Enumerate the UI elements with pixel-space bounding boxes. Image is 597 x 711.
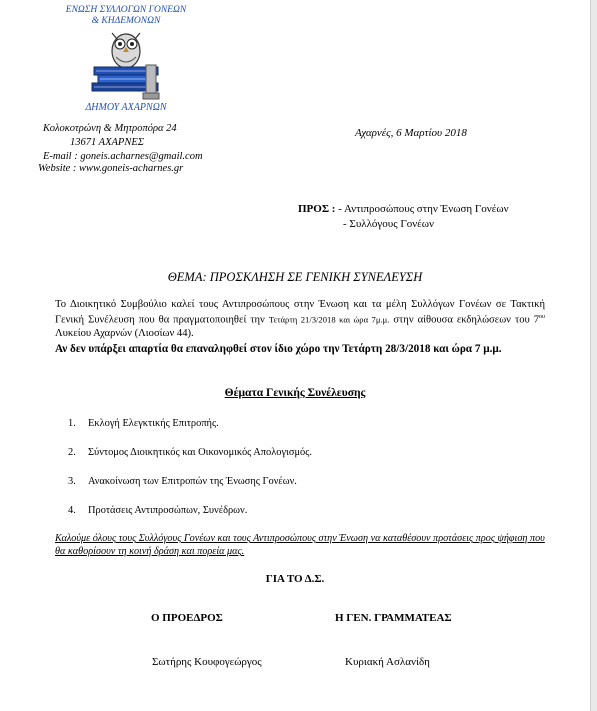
sender-address: Κολοκοτρώνη & Μητροπόρα 24 (43, 123, 177, 134)
agenda-item-number: 4. (68, 505, 76, 516)
logo-bottom-text: ΔΗΜΟΥ ΑΧΑΡΝΩΝ (85, 102, 167, 113)
president-name: Σωτήρης Κουφογεώργος (152, 656, 262, 668)
sender-email: E-mail : goneis.acharnes@gmail.com (43, 151, 203, 162)
agenda-item-text: Προτάσεις Αντιπροσώπων, Συνέδρων. (88, 505, 248, 516)
invitation-paragraph (55, 298, 545, 340)
logo-top-text: ΕΝΩΣΗ ΣΥΛΛΟΓΩΝ ΓΟΝΕΩΝ & ΚΗΔΕΜΟΝΩΝ (65, 5, 187, 26)
recipients-line-1 (298, 203, 509, 215)
recipients-label: ΠΡΟΣ : (298, 203, 336, 215)
closing-note: Καλούμε όλους τους Συλλόγους Γονέων και τους Αντιπροσώπους στην Ένωση να καταθέσουν προτάσεις προς ψήφιση που θα καθορίσουν τη κοινή δράση και πορεία μας. (55, 533, 545, 557)
agenda-item (68, 476, 297, 487)
body-part-3: Λυκείου Αχαρνών (Λιοσίων 44). (55, 327, 194, 339)
recipient-representatives: - Αντιπροσώπους στην Ένωση Γονέων (335, 203, 509, 215)
secretary-name: Κυριακή Ασλανίδη (345, 656, 430, 668)
agenda-item (68, 447, 312, 458)
agenda-title: Θέματα Γενικής Συνέλευσης (224, 387, 366, 399)
recipient-associations: - Συλλόγους Γονέων (343, 218, 435, 230)
repeat-notice: Αν δεν υπάρξει απαρτία θα επαναληφθεί στον ίδιο χώρο την Τετάρτη 28/3/2018 και ώρα 7 μ.μ. (55, 343, 502, 355)
sender-postal: 13671 ΑΧΑΡΝΕΣ (70, 137, 144, 148)
document-date: Αχαρνές, 6 Μαρτίου 2018 (355, 127, 467, 139)
owl-on-books-icon (90, 27, 162, 103)
agenda-item (68, 418, 219, 429)
agenda-item-number: 2. (68, 447, 76, 458)
ordinal-sup: ου (539, 314, 545, 320)
agenda-item-text: Εκλογή Ελεγκτικής Επιτροπής. (88, 418, 219, 429)
body-part-2: στην αίθουσα εκδηλώσεων του 7 (389, 314, 540, 326)
agenda-item-text: Σύντομος Διοικητικός και Οικονομικός Απολογισμός. (88, 447, 312, 458)
agenda-item-text: Ανακοίνωση των Επιτροπών της Ένωσης Γονέων. (88, 476, 297, 487)
agenda-item-number: 3. (68, 476, 76, 487)
association-logo (62, 5, 190, 115)
window-edge (591, 0, 597, 711)
sender-website: Website : www.goneis-acharnes.gr (38, 163, 184, 174)
meeting-datetime: Τετάρτη 21/3/2018 και ώρα 7μ.μ. (268, 314, 390, 325)
secretary-role: Η ΓΕΝ. ΓΡΑΜΜΑΤΕΑΣ (335, 612, 452, 624)
agenda-item (68, 505, 247, 516)
signatures-heading: ΓΙΑ ΤΟ Δ.Σ. (265, 573, 325, 585)
president-role: Ο ΠΡΟΕΔΡΟΣ (151, 612, 223, 624)
agenda-item-number: 1. (68, 418, 76, 429)
subject-heading: ΘΕΜΑ: ΠΡΟΣΚΛΗΣΗ ΣΕ ΓΕΝΙΚΗ ΣΥΝΕΛΕΥΣΗ (167, 270, 423, 284)
body-part-1: Το Διοικητικό Συμβούλιο καλεί τους Αντιπροσώπους στην Ένωση και τα μέλη Συλλόγων Γονέων σε Τακτική Γενική Συνέλευση που θα πραγματοποιηθεί την (55, 299, 545, 326)
